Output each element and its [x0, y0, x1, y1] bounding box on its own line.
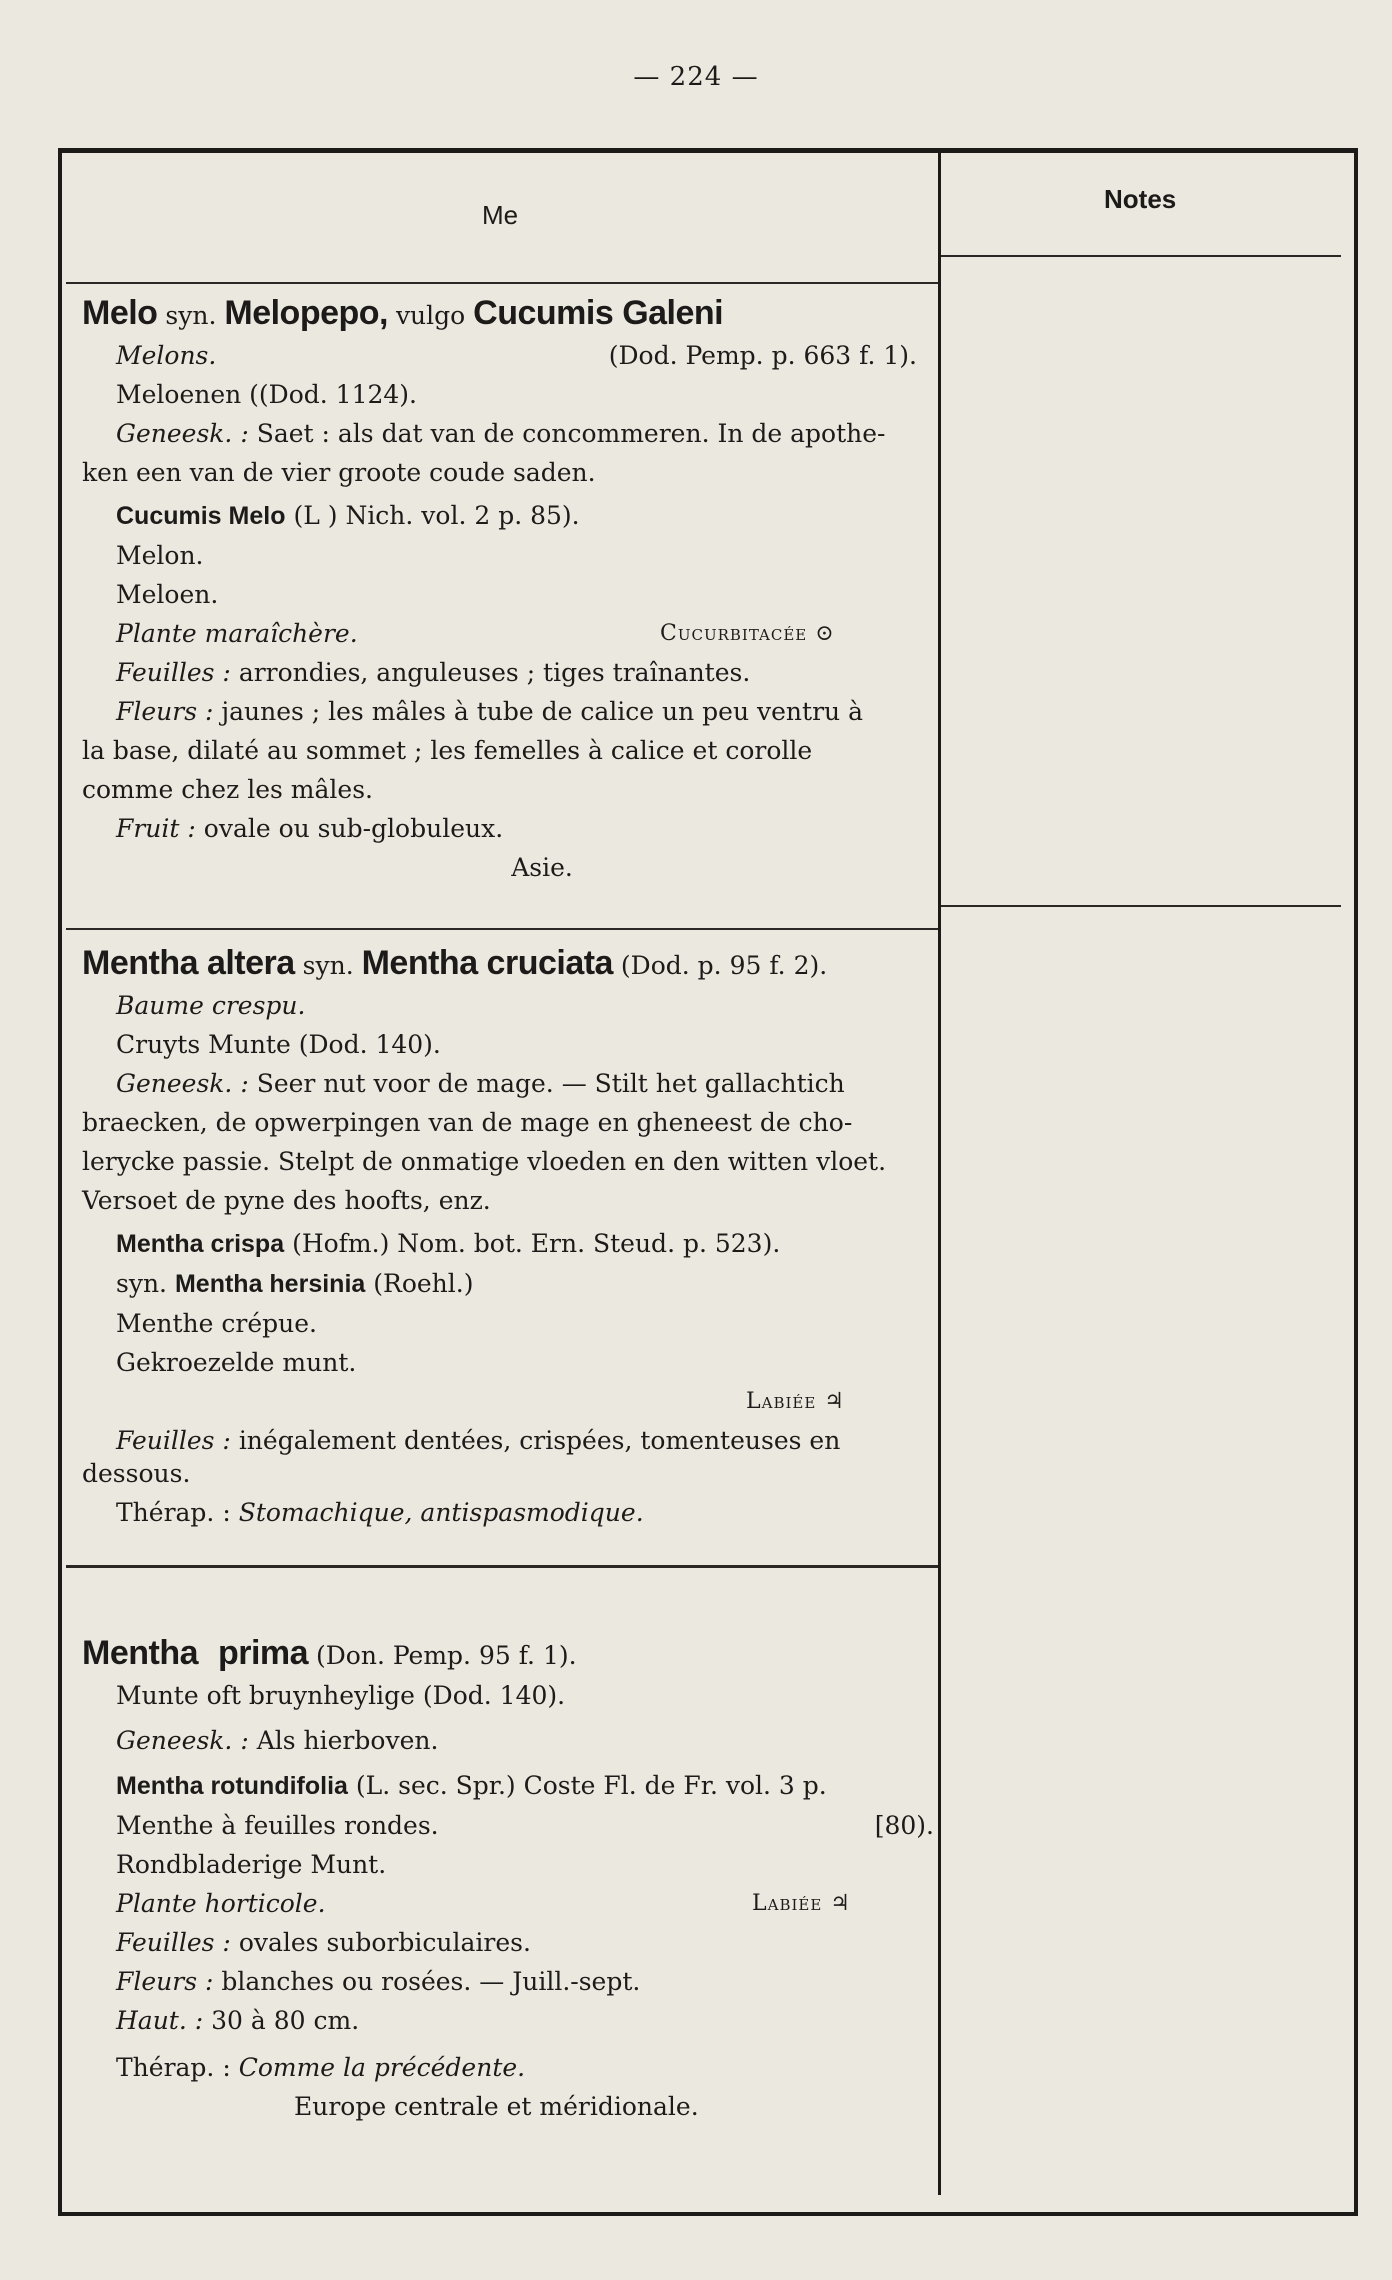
- entry-melo: Melo syn. Melopepo, vulgo Cucumis Galeni Melons. (Dod. Pemp. p. 663 f. 1). Meloenen ((Dod. 1124). Geneesk. : Saet : als dat van de concommeren. In de apothe- ken een van de vier groote coude saden. Cucumis Melo (L ) Nich. vol. 2 p. 85). Melon. Meloen. Plante maraîchère. Cucurbitacée ⊙ Feuilles : arrondies, anguleuses ; tiges traînantes. Fleurs : jaunes ; les mâles à tube de calice un peu ventru à la base, dilaté au sommet ; les femelles à calice et corolle comme chez les mâles. Fruit : ovale ou sub-globuleux. Asie.: [82, 290, 932, 887]
- reference: (Dod. p. 95 f. 2).: [620, 951, 828, 980]
- entry-title: Melo: [82, 294, 158, 332]
- entry-title: Mentha: [82, 1634, 198, 1672]
- french-name: Melons.: [116, 341, 217, 370]
- entry-rule-2: [66, 1565, 938, 1568]
- notes-rule-1: [941, 905, 1341, 907]
- entry-mentha-prima: Mentha prima (Don. Pemp. 95 f. 1). Munte oft bruynheylige (Dod. 140). Geneesk. : Als hierboven. Mentha rotundifolia (L. sec. Spr.) Coste Fl. de Fr. vol. 3 p. Menthe à feuilles rondes. [80). Rondbladerige Munt. Plante horticole. Labiée ♃ Feuilles : ovales suborbiculaires. Fleurs : blanches ou rosées. — Juill.-sept. Haut. : 30 à 80 cm. Thérap. : Comme la précédente. Europe centrale et méridionale.: [82, 1630, 932, 2126]
- reference: (Dod. Pemp. p. 663 f. 1).: [608, 341, 917, 370]
- column-header-main: Me: [482, 200, 519, 230]
- species-name: Mentha crispa: [116, 1230, 285, 1258]
- column-header-notes: Notes: [1104, 184, 1177, 214]
- family-label: Labiée ♃: [746, 1389, 846, 1414]
- dutch-name: Cruyts Munte (Dod. 140).: [116, 1030, 441, 1059]
- entry-title: Mentha altera: [82, 944, 295, 982]
- family-label: Labiée ♃: [752, 1891, 852, 1916]
- species-name: Cucumis Melo: [116, 502, 286, 530]
- header-rule-main: [66, 282, 938, 284]
- column-divider: [938, 150, 941, 2195]
- origin: Europe centrale et méridionale.: [294, 2092, 699, 2121]
- header-rule-notes: [941, 255, 1341, 257]
- reference: (Don. Pemp. 95 f. 1).: [316, 1641, 577, 1670]
- french-name: Baume crespu.: [116, 991, 306, 1020]
- dutch-name: Meloenen ((Dod. 1124).: [116, 380, 418, 409]
- dutch-name: Munte oft bruynheylige (Dod. 140).: [116, 1681, 566, 1710]
- family-label: Cucurbitacée ⊙: [660, 621, 835, 646]
- species-name: Mentha rotundifolia: [116, 1772, 348, 1800]
- entry-rule-1: [66, 928, 938, 930]
- page-number: — 224 —: [633, 62, 759, 92]
- origin: Asie.: [511, 853, 573, 882]
- entry-mentha-altera: Mentha altera syn. Mentha cruciata (Dod. p. 95 f. 2). Baume crespu. Cruyts Munte (Dod. 140). Geneesk. : Seer nut voor de mage. — Stilt het gallachtich braecken, de opwerpingen van de mage en gheneest de cho- lerycke passie. Stelpt de onmatige vloeden en den witten vloet. Versoet de pyne des hoofts, enz. Mentha crispa (Hofm.) Nom. bot. Ern. Steud. p. 523). syn. Mentha hersinia (Roehl.) Menthe crépue. Gekroezelde munt. Labiée ♃ Feuilles : inégalement dentées, crispées, tomenteuses en dessous. Thérap. : Stomachique, antispasmodique.: [82, 940, 932, 1532]
